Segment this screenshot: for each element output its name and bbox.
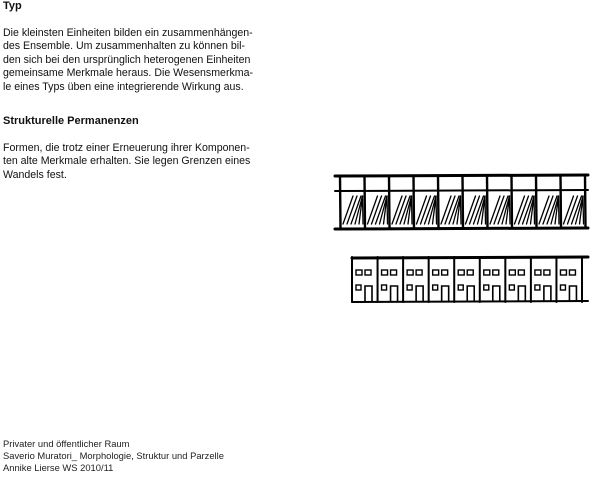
window — [535, 285, 540, 290]
paragraph-line: Die kleinsten Einheiten bilden ein zusammenhängen- — [3, 27, 253, 39]
door — [442, 286, 449, 301]
hatch-line — [412, 196, 413, 224]
heading-strukturelle-permanenzen: Strukturelle Permanenzen — [3, 115, 139, 127]
footer-line: Annike Lierse WS 2010/11 — [3, 462, 114, 473]
parcel-divider — [512, 176, 513, 228]
door — [416, 286, 423, 301]
footer-line: Saverio Muratori_ Morphologie, Struktur und Parzelle — [3, 450, 224, 461]
window — [518, 270, 524, 275]
door — [391, 286, 398, 301]
parcel-divider — [389, 176, 390, 228]
door — [544, 286, 551, 301]
paragraph-typ — [3, 27, 265, 94]
paragraph-line: gemeinsame Merkmale heraus. Die Wesensmerkma- — [3, 67, 254, 80]
door — [467, 286, 474, 301]
window — [365, 270, 371, 275]
paragraph-line: le eines Typs üben eine integrierende Wirkung aus. — [3, 80, 244, 93]
window — [382, 270, 388, 275]
parcel-strip-hatched — [335, 175, 588, 229]
hatch-line — [436, 196, 437, 224]
window — [535, 270, 541, 275]
paragraph-line: ten alte Merkmale erhalten. Sie legen Grenzen eines — [3, 155, 251, 168]
window — [493, 270, 499, 275]
window — [484, 285, 489, 290]
window — [407, 270, 413, 275]
door — [365, 286, 372, 301]
window — [416, 270, 422, 275]
footer — [3, 438, 224, 474]
facade-bottom-edge — [352, 301, 588, 302]
paragraph-line: den sich bei den ursprünglich heterogenen Einheiten — [3, 53, 251, 66]
window — [467, 270, 473, 275]
parcel-sketch — [330, 170, 592, 310]
window — [569, 270, 575, 275]
window — [391, 270, 397, 275]
parcel-divider — [463, 176, 464, 228]
parcel-divider — [340, 176, 341, 228]
window — [433, 285, 438, 290]
parcel-divider — [365, 176, 366, 228]
parcel-divider — [414, 176, 415, 228]
strip-bottom-edge — [335, 228, 588, 229]
window — [560, 285, 565, 290]
paragraph-line: Wandels fest. — [3, 168, 67, 181]
hatch-line — [559, 196, 560, 224]
hatch-line — [510, 196, 511, 224]
door — [518, 286, 525, 301]
window — [509, 270, 515, 275]
parcel-divider — [585, 176, 586, 228]
parcel-divider — [561, 176, 562, 228]
door — [569, 286, 576, 301]
heading-typ: Typ — [3, 0, 22, 12]
window — [560, 270, 566, 275]
window — [442, 270, 448, 275]
window — [509, 285, 514, 290]
door — [493, 286, 500, 301]
window — [356, 285, 361, 290]
window — [356, 270, 362, 275]
parcel-divider — [487, 176, 488, 228]
parcel-divider — [438, 176, 439, 228]
parcel-divider — [536, 176, 537, 228]
hatch-line — [534, 196, 535, 224]
window — [433, 270, 439, 275]
hatch-line — [461, 196, 462, 224]
hatch-line — [363, 196, 364, 224]
window — [458, 285, 463, 290]
hatch-line — [485, 196, 486, 224]
window — [484, 270, 490, 275]
parcel-strip-facades — [352, 257, 588, 302]
window — [458, 270, 464, 275]
paragraph-line: Formen, die trotz einer Erneuerung ihrer Komponen- — [3, 142, 250, 154]
hatch-line — [583, 196, 584, 224]
window — [544, 270, 550, 275]
window — [407, 285, 412, 290]
paragraph-line: des Ensemble. Um zusammenhalten zu können bil- — [3, 40, 246, 53]
window — [382, 285, 387, 290]
paragraph-permanenzen — [3, 142, 265, 182]
footer-line: Privater und öffentlicher Raum — [3, 438, 130, 449]
hatch-line — [387, 196, 388, 224]
facade-top-edge — [352, 257, 588, 258]
